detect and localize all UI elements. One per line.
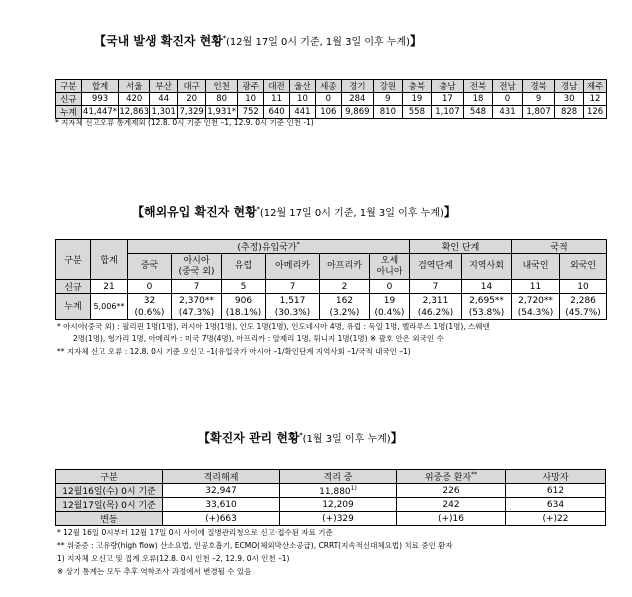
domestic-cell: 284 bbox=[341, 93, 373, 106]
domestic-title bbox=[94, 32, 422, 49]
overseas-cum-cell bbox=[320, 294, 370, 320]
management-header-cell bbox=[163, 470, 280, 484]
overseas-new-cell: 7 bbox=[172, 280, 222, 294]
overseas-cum-value: 906 bbox=[234, 295, 253, 306]
domestic-title-text: 【국내 발생 확진자 현황 bbox=[94, 34, 223, 48]
management-cell-text: 33,610 bbox=[205, 499, 237, 510]
overseas-subheader-text: 내국인 bbox=[522, 261, 549, 271]
overseas-subheader-cell bbox=[128, 254, 172, 280]
management-cell bbox=[506, 498, 606, 512]
domestic-note: * 지자체 신고오류 통계제외 (12.8. 0시 기준 인천 –1, 12.9. 0시 기준 인천 -1) bbox=[55, 118, 314, 127]
overseas-subheader-text: 외국인 bbox=[569, 261, 597, 271]
management-cell bbox=[397, 512, 506, 526]
management-cell bbox=[280, 498, 397, 512]
domestic-cell: 17 bbox=[431, 93, 463, 106]
overseas-cum-value: 162 bbox=[335, 295, 354, 306]
overseas-cum-value: 19 bbox=[383, 295, 396, 306]
management-row-change bbox=[56, 512, 606, 526]
overseas-new-cell: 10 bbox=[560, 280, 607, 294]
overseas-note-2: 2명(1명), 헝가리 1명, 아메리카 : 미국 7명(4명), 아프리카 : 알제리 1명, 튀니지 1명(1명) ※ 괄호 안은 외국인 수 bbox=[73, 334, 444, 343]
overseas-cum-pct: (47.3%) bbox=[178, 307, 215, 318]
domestic-cell: 9 bbox=[523, 93, 555, 106]
overseas-cum-pct: (30.3%) bbox=[274, 307, 311, 318]
overseas-cum-pct: (53.8%) bbox=[468, 307, 505, 318]
management-cell-text: 612 bbox=[546, 485, 565, 496]
domestic-cell: 18 bbox=[463, 93, 492, 106]
management-header-cell bbox=[280, 470, 397, 484]
overseas-cum-pct: (0.6%) bbox=[134, 307, 165, 318]
domestic-cell: 44 bbox=[150, 93, 178, 106]
management-title-text: 【확진자 관리 현황 bbox=[198, 431, 300, 445]
overseas-h-inflow bbox=[128, 240, 410, 254]
domestic-cell: 558 bbox=[402, 106, 431, 119]
overseas-h-inflow-sup: * bbox=[296, 241, 300, 248]
management-cell-text: (+)22 bbox=[542, 513, 569, 524]
overseas-cum-cell bbox=[370, 294, 410, 320]
domestic-cell: 1,807 bbox=[523, 106, 555, 119]
management-row-label bbox=[56, 498, 163, 512]
overseas-h-inflow-text: (추정)유입국가 bbox=[237, 243, 297, 253]
overseas-subheader-cell bbox=[370, 254, 410, 280]
management-row-1217 bbox=[56, 498, 606, 512]
domestic-cell: 0 bbox=[315, 93, 341, 106]
overseas-subheader-text: 검역단계 bbox=[418, 261, 453, 271]
domestic-title-sup: * bbox=[222, 35, 227, 42]
domestic-cell: 10 bbox=[238, 93, 264, 106]
management-header-row bbox=[56, 470, 606, 484]
overseas-subheader-cell bbox=[560, 254, 607, 280]
overseas-new-cell: 7 bbox=[266, 280, 320, 294]
overseas-title-text: 【해외유입 확진자 현황 bbox=[132, 205, 257, 219]
management-header-cell bbox=[56, 470, 163, 484]
domestic-cell: 10 bbox=[290, 93, 316, 106]
domestic-header-cell: 충북 bbox=[402, 80, 431, 93]
domestic-cell: 126 bbox=[584, 106, 607, 119]
domestic-cell: 30 bbox=[555, 93, 584, 106]
domestic-cell: 420 bbox=[119, 93, 150, 106]
domestic-cell: 0 bbox=[492, 93, 522, 106]
overseas-subheader-text: 아시아 bbox=[183, 255, 210, 266]
overseas-new-cell: 0 bbox=[128, 280, 172, 294]
management-cell bbox=[397, 484, 506, 498]
domestic-cell: 106 bbox=[315, 106, 341, 119]
management-cell bbox=[506, 484, 606, 498]
overseas-cum-value: 32 bbox=[143, 295, 156, 306]
overseas-h-stage: 확인 단계 bbox=[410, 240, 512, 254]
management-row-1216 bbox=[56, 484, 606, 498]
management-note: 1) 지자체 오신고 및 집계 오류(12.8. 0시 인천 –2, 12.9. 0시 인천 –1) bbox=[57, 554, 290, 563]
management-title-sup: * bbox=[299, 432, 303, 439]
management-cell-text: 12,209 bbox=[322, 499, 354, 510]
domestic-cell: 548 bbox=[463, 106, 492, 119]
overseas-cum-cell bbox=[560, 294, 607, 320]
overseas-subheader-cell bbox=[222, 254, 266, 280]
domestic-header-cell: 경남 bbox=[555, 80, 584, 93]
overseas-title bbox=[132, 203, 456, 220]
overseas-new-cell: 2 bbox=[320, 280, 370, 294]
management-cell bbox=[163, 498, 280, 512]
overseas-cum-cell bbox=[222, 294, 266, 320]
domestic-header-cell: 서울 bbox=[119, 80, 150, 93]
domestic-header-cell: 강원 bbox=[373, 80, 402, 93]
overseas-header-row-2 bbox=[56, 254, 607, 280]
management-title-end: 】 bbox=[390, 431, 403, 445]
domestic-header-cell: 대구 bbox=[178, 80, 206, 93]
domestic-cell: 7,329 bbox=[179, 107, 204, 117]
domestic-row-label: 누계 bbox=[56, 106, 82, 119]
domestic-header-cell: 광주 bbox=[238, 80, 264, 93]
domestic-cell: 1,107 bbox=[431, 106, 463, 119]
management-title bbox=[198, 429, 403, 446]
domestic-header-cell: 전북 bbox=[463, 80, 492, 93]
domestic-cell: 20 bbox=[178, 93, 206, 106]
management-header-cell bbox=[506, 470, 606, 484]
management-header-text: 격리 중 bbox=[323, 473, 353, 483]
overseas-cum-pct: (54.3%) bbox=[517, 307, 554, 318]
domestic-title-end: 】 bbox=[410, 34, 423, 48]
overseas-header-row-1 bbox=[56, 240, 607, 254]
overseas-cum-cell bbox=[128, 294, 172, 320]
management-header-cell bbox=[397, 470, 506, 484]
overseas-subheader-text: 아메리카 bbox=[275, 261, 310, 271]
domestic-row-label: 신규 bbox=[56, 93, 82, 106]
management-header-text: 사망자 bbox=[542, 473, 569, 483]
overseas-table bbox=[55, 239, 607, 320]
management-cell-text: (+)663 bbox=[205, 513, 237, 524]
domestic-cell: 9 bbox=[373, 93, 402, 106]
overseas-note-1: * 아시아(중국 외) : 필리핀 1명(1명), 러시아 1명(1명), 인도 1명(1명), 인도네시아 4명, 유럽 : 독일 1명, 벨라루스 1명(1명), 스웨덴 bbox=[57, 322, 490, 331]
overseas-note-3: ** 지자체 신고 오류 : 12.8. 0시 기준 오신고 –1(유입국가 아시아 –1/확인단계 지역사회 –1/국적 내국인 –1) bbox=[57, 347, 411, 356]
domestic-header-cell: 인천 bbox=[206, 80, 238, 93]
overseas-subheader-text: 오세 bbox=[380, 255, 399, 266]
management-note: ※ 상기 통계는 모두 추후 역학조사 과정에서 변경될 수 있음 bbox=[57, 567, 252, 576]
domestic-cell: 11 bbox=[264, 93, 290, 106]
overseas-cum-total: 5,006** bbox=[91, 294, 128, 320]
domestic-header-row bbox=[56, 80, 607, 93]
domestic-header-cell: 충남 bbox=[431, 80, 463, 93]
overseas-cum-pct: (0.4%) bbox=[374, 307, 405, 318]
management-header-text: 구분 bbox=[100, 473, 118, 483]
management-cell bbox=[397, 498, 506, 512]
overseas-subheader-text: 아니아 bbox=[376, 266, 403, 277]
domestic-cell: 431 bbox=[492, 106, 522, 119]
management-cell bbox=[280, 484, 397, 498]
domestic-new-row bbox=[56, 93, 607, 106]
management-severe-sup: ** bbox=[471, 471, 478, 478]
overseas-new-label: 신규 bbox=[56, 280, 91, 294]
management-note: ** 위중증 : 고유량(high flow) 산소요법, 인공호흡기, ECMO(체외막산소공급), CRRT(지속적신대체요법) 치료 중인 환자 bbox=[57, 541, 453, 550]
overseas-cum-value: 2,370** bbox=[179, 295, 214, 306]
domestic-cell: 9,869 bbox=[341, 106, 373, 119]
management-row-label bbox=[56, 512, 163, 526]
domestic-cell: 1,931* bbox=[207, 107, 236, 117]
overseas-subheader-cell bbox=[512, 254, 560, 280]
domestic-cell: 80 bbox=[206, 93, 238, 106]
domestic-cell: 1,301 bbox=[151, 107, 176, 117]
domestic-header-cell: 합계 bbox=[81, 80, 118, 93]
overseas-cum-pct: (18.1%) bbox=[225, 307, 262, 318]
overseas-cum-value: 2,311 bbox=[422, 295, 449, 306]
domestic-header-cell: 울산 bbox=[290, 80, 316, 93]
overseas-subheader-text: 유럽 bbox=[234, 261, 253, 271]
management-header-text: 위중증 환자 bbox=[424, 473, 472, 483]
overseas-cum-row bbox=[56, 294, 607, 320]
management-cell bbox=[506, 512, 606, 526]
overseas-cum-pct: (3.2%) bbox=[329, 307, 360, 318]
domestic-cell: 41,447* bbox=[83, 107, 118, 117]
overseas-cum-cell bbox=[410, 294, 462, 320]
overseas-subheader-text: 아프리카 bbox=[327, 261, 362, 271]
domestic-cell: 810 bbox=[373, 106, 402, 119]
overseas-cum-pct: (45.7%) bbox=[565, 307, 601, 318]
overseas-title-subtitle: (12월 17일 0시 기준, 1월 3일 이후 누계) bbox=[259, 208, 444, 219]
overseas-new-cell: 11 bbox=[512, 280, 560, 294]
overseas-h-category: 구분 bbox=[56, 240, 91, 280]
management-cell-text: 32,947 bbox=[205, 485, 237, 496]
overseas-new-cell: 7 bbox=[410, 280, 462, 294]
overseas-h-nationality: 국적 bbox=[512, 240, 607, 254]
overseas-subheader-cell bbox=[172, 254, 222, 280]
domestic-header-cell: 부산 bbox=[150, 80, 178, 93]
overseas-cum-pct: (46.2%) bbox=[417, 307, 454, 318]
management-cell bbox=[163, 484, 280, 498]
management-title-subtitle: (1월 3일 이후 누계) bbox=[302, 434, 391, 445]
management-cell-text: 12월17일(목) 0시 기준 bbox=[62, 501, 156, 511]
overseas-cum-cell bbox=[172, 294, 222, 320]
overseas-cum-cell bbox=[462, 294, 512, 320]
overseas-cum-value: 2,720** bbox=[518, 295, 553, 306]
management-isolating-sup: 1) bbox=[350, 484, 357, 492]
management-cell bbox=[163, 512, 280, 526]
domestic-cell: 993 bbox=[81, 93, 118, 106]
management-cell-text: 11,880 bbox=[319, 486, 351, 497]
domestic-header-cell: 제주 bbox=[584, 80, 607, 93]
overseas-cum-value: 1,517 bbox=[279, 295, 306, 306]
overseas-title-sup: * bbox=[256, 206, 260, 213]
domestic-cell: 19 bbox=[402, 93, 431, 106]
domestic-cell: 12 bbox=[584, 93, 607, 106]
management-table bbox=[55, 469, 606, 526]
overseas-subheader-cell bbox=[410, 254, 462, 280]
overseas-new-total: 21 bbox=[91, 280, 128, 294]
overseas-cum-cell bbox=[266, 294, 320, 320]
overseas-cum-cell bbox=[512, 294, 560, 320]
management-cell-text: 변동 bbox=[100, 515, 118, 525]
overseas-subheader-cell bbox=[266, 254, 320, 280]
management-cell bbox=[280, 512, 397, 526]
management-cell-text: 242 bbox=[442, 499, 460, 510]
domestic-cell: 441 bbox=[290, 106, 316, 119]
domestic-header-cell: 경북 bbox=[523, 80, 555, 93]
overseas-new-cell: 14 bbox=[462, 280, 512, 294]
domestic-cell: 752 bbox=[238, 106, 264, 119]
domestic-header-cell: 대전 bbox=[264, 80, 290, 93]
overseas-cum-value: 2,286 bbox=[570, 295, 596, 306]
overseas-title-end: 】 bbox=[443, 205, 456, 219]
domestic-header-cell: 전남 bbox=[492, 80, 522, 93]
management-cell-text: 12월16일(수) 0시 기준 bbox=[62, 487, 156, 497]
overseas-subheader-text: 지역사회 bbox=[469, 261, 504, 271]
overseas-cum-value: 2,695** bbox=[469, 295, 504, 306]
domestic-cell: 828 bbox=[555, 106, 584, 119]
overseas-subheader-cell bbox=[462, 254, 512, 280]
domestic-title-subtitle: (12월 17일 0시 기준, 1월 3일 이후 누계) bbox=[226, 37, 411, 48]
overseas-subheader-text: 중국 bbox=[140, 261, 159, 271]
management-row-label bbox=[56, 484, 163, 498]
management-cell-text: 226 bbox=[442, 485, 460, 496]
overseas-subheader-text: (중국 외) bbox=[178, 266, 215, 277]
management-cell-text: (+)16 bbox=[437, 513, 464, 524]
domestic-cell: 12,863 bbox=[119, 107, 150, 117]
overseas-h-total: 합계 bbox=[91, 240, 128, 280]
domestic-cell: 640 bbox=[264, 106, 290, 119]
management-cell-text: (+)329 bbox=[322, 513, 354, 524]
overseas-cum-label: 누계 bbox=[56, 294, 91, 320]
overseas-subheader-cell bbox=[320, 254, 370, 280]
overseas-new-cell: 5 bbox=[222, 280, 266, 294]
overseas-new-row bbox=[56, 280, 607, 294]
management-cell-text: 634 bbox=[546, 499, 565, 510]
management-note: * 12월 16일 0시부터 12월 17일 0시 사이에 질병관리청으로 신고·접수된 자료 기준 bbox=[57, 528, 333, 537]
domestic-header-cell: 경기 bbox=[341, 80, 373, 93]
overseas-new-cell: 0 bbox=[370, 280, 410, 294]
domestic-header-cell: 세종 bbox=[315, 80, 341, 93]
management-header-text: 격리해제 bbox=[203, 473, 239, 483]
domestic-header-cell: 구분 bbox=[56, 80, 82, 93]
domestic-table bbox=[55, 79, 607, 119]
